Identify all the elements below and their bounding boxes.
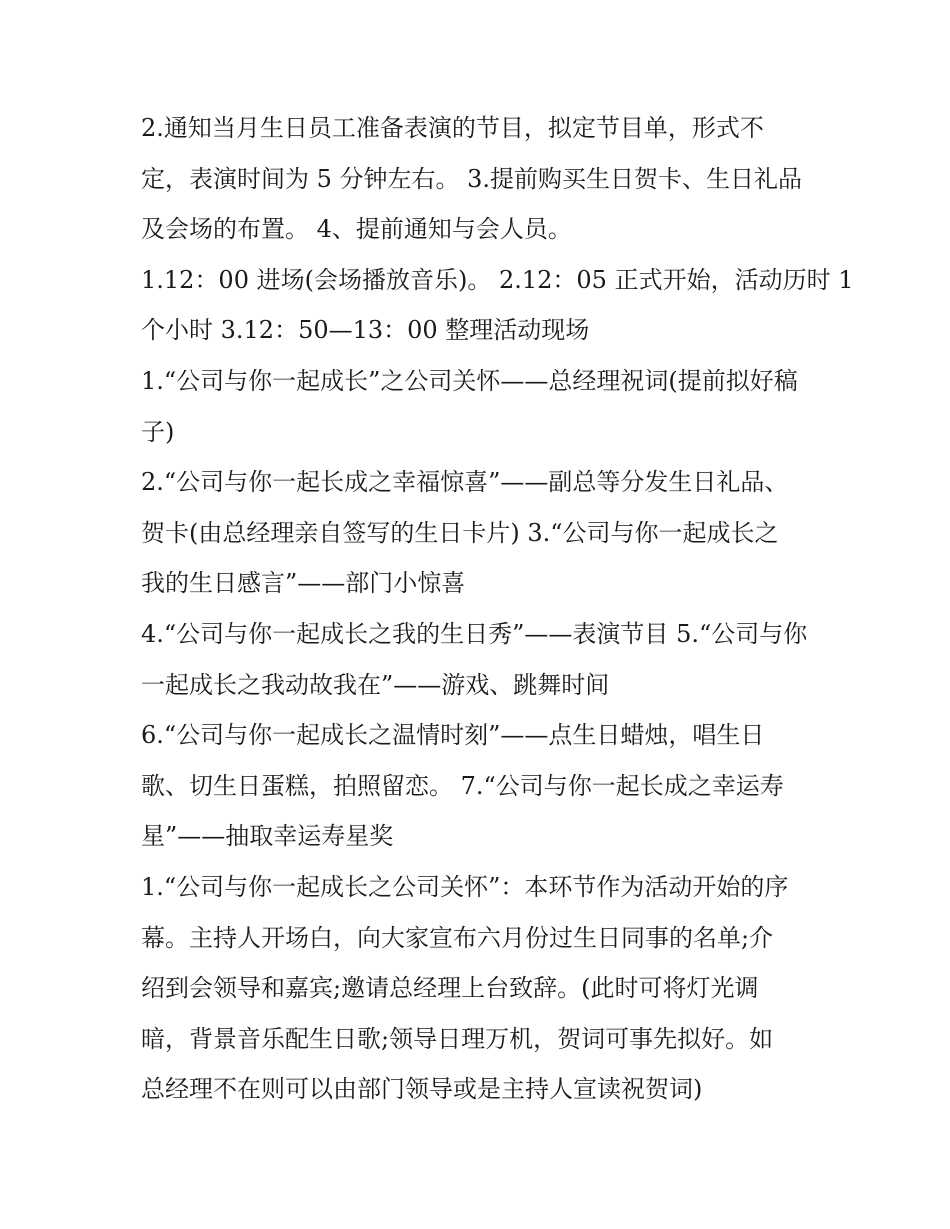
text-line: 一起成长之我动故我在”——游戏、跳舞时间 [141,670,610,699]
text-line: 定，表演时间为 5 分钟左右。 3.提前购买生日贺卡、生日礼品 [141,164,803,193]
text-line: 6.“公司与你一起成长之温情时刻”——点生日蜡烛，唱生日 [141,721,765,750]
text-line: 2.“公司与你一起长成之幸福惊喜”——副总等分发生日礼品、 [141,468,789,497]
text-line: 贺卡(由总经理亲自签写的生日卡片) 3.“公司与你一起成长之 [141,518,779,547]
text-line: 1.12：00 进场(会场播放音乐)。 2.12：05 正式开始，活动历时 1 [141,265,854,294]
document-body [141,103,854,1115]
text-line: 星”——抽取幸运寿星奖 [141,822,394,851]
text-line: 子) [141,417,175,446]
text-line: 4.“公司与你一起成长之我的生日秀”——表演节目 5.“公司与你 [141,619,808,648]
text-line: 1.“公司与你一起成长之公司关怀”：本环节作为活动开始的序 [141,872,789,901]
text-line: 2.通知当月生日员工准备表演的节目，拟定节目单，形式不 [141,114,764,142]
text-line: 1.“公司与你一起成长”之公司关怀——总经理祝词(提前拟好稿 [141,366,798,395]
text-line: 暗，背景音乐配生日歌;领导日理万机，贺词可事先拟好。如 [141,1024,774,1053]
text-line: 幕。主持人开场白，向大家宣布六月份过生日同事的名单;介 [141,923,774,952]
text-line: 我的生日感言”——部门小惊喜 [141,569,466,598]
text-line: 歌、切生日蛋糕，拍照留恋。 7.“公司与你一起长成之幸运寿 [141,771,784,800]
text-line: 总经理不在则可以由部门领导或是主持人宣读祝贺词) [141,1075,703,1104]
text-line: 及会场的布置。 4、提前通知与会人员。 [141,215,572,244]
text-line: 个小时 3.12：50—13：00 整理活动现场 [141,316,590,345]
text-line: 绍到会领导和嘉宾;邀请总经理上台致辞。(此时可将灯光调 [141,974,759,1003]
